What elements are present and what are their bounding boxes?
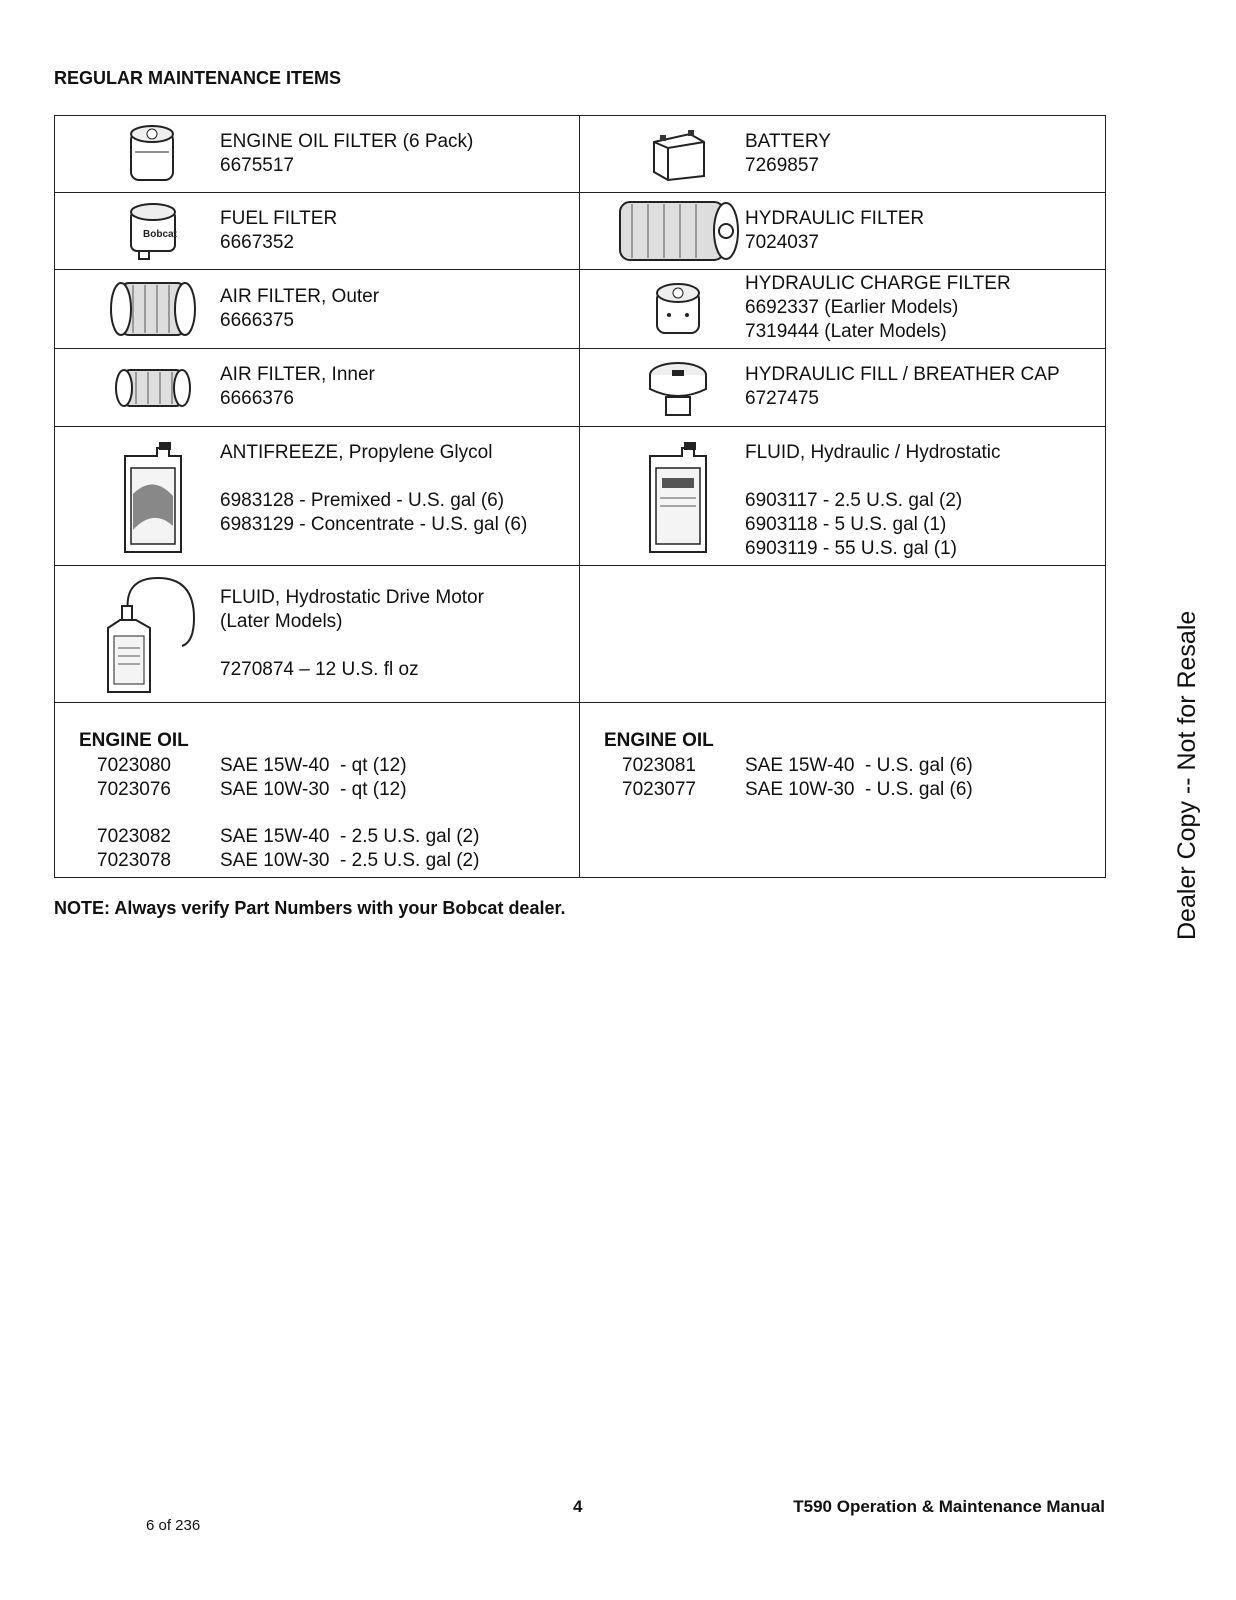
engine-oil-row [55, 703, 1106, 878]
note: NOTE: Always verify Part Numbers with your Bobcat dealer. [54, 898, 566, 918]
part-number [220, 634, 484, 658]
part-number: 7269857 [745, 155, 819, 176]
table-row [55, 566, 1106, 703]
table-row [55, 116, 1106, 193]
item-name: ANTIFREEZE, Propylene Glycol [220, 442, 493, 463]
part-number: 6667352 [220, 232, 294, 253]
part-number [745, 465, 1001, 489]
engine-oil-left [55, 703, 579, 877]
oil-description: SAE 15W-40 - U.S. gal (6) [745, 755, 973, 776]
part-number: 6675517 [220, 155, 294, 176]
charge-filter-icon [608, 270, 748, 348]
part-number: (Later Models) [220, 611, 343, 632]
table-row [55, 349, 1106, 427]
item-name: AIR FILTER, Outer [220, 286, 380, 307]
item-name: HYDRAULIC CHARGE FILTER [745, 273, 1011, 294]
engine-oil-right [580, 703, 1105, 877]
part-number: 6903118 - 5 U.S. gal (1) [745, 514, 947, 535]
maintenance-items-table [54, 115, 1106, 878]
part-number: 6983128 - Premixed - U.S. gal (6) [220, 490, 505, 511]
watermark: Dealer Copy -- Not for Resale [1173, 610, 1201, 940]
part-number [220, 465, 527, 489]
oil-description: SAE 15W-40 - 2.5 U.S. gal (2) [220, 826, 480, 847]
part-number: 7023076 [97, 779, 171, 800]
oil-filter-icon [83, 116, 223, 192]
part-number: 7270874 – 12 U.S. fl oz [220, 659, 419, 680]
item-name: ENGINE OIL FILTER (6 Pack) [220, 131, 474, 152]
part-number: 6983129 - Concentrate - U.S. gal (6) [220, 514, 528, 535]
part-number: 7023080 [97, 755, 171, 776]
item-name: AIR FILTER, Inner [220, 364, 375, 385]
table-row [55, 270, 1106, 349]
item-name: FUEL FILTER [220, 208, 338, 229]
part-number: 6692337 (Earlier Models) [745, 297, 959, 318]
item-name: FLUID, Hydraulic / Hydrostatic [745, 442, 1001, 463]
part-number: 6727475 [745, 388, 819, 409]
antifreeze-jug-icon [83, 427, 223, 565]
item-name: HYDRAULIC FILL / BREATHER CAP [745, 364, 1060, 385]
oil-description: SAE 15W-40 - qt (12) [220, 755, 407, 776]
part-number: 6903117 - 2.5 U.S. gal (2) [745, 490, 963, 511]
part-number: 7023082 [97, 826, 171, 847]
table-row [55, 427, 1106, 566]
item-name: BATTERY [745, 131, 831, 152]
part-number: 6666376 [220, 388, 294, 409]
page-number: 4 [573, 1497, 583, 1516]
part-number: 7319444 (Later Models) [745, 321, 947, 342]
oil-description: SAE 10W-30 - U.S. gal (6) [745, 779, 973, 800]
page-of-count: 6 of 236 [146, 1517, 201, 1534]
engine-oil-heading: ENGINE OIL [79, 730, 189, 751]
engine-oil-heading: ENGINE OIL [604, 730, 714, 751]
hydraulic-filter-icon [608, 193, 748, 269]
part-number: 7023077 [622, 779, 696, 800]
item-name: HYDRAULIC FILTER [745, 208, 925, 229]
air-filter-outer-icon [83, 270, 223, 348]
breather-cap-icon [608, 349, 748, 426]
svg-text:Bobcat: Bobcat [143, 229, 177, 240]
item-name: FLUID, Hydrostatic Drive Motor [220, 587, 484, 608]
page-heading: REGULAR MAINTENANCE ITEMS [54, 68, 341, 88]
oil-description: SAE 10W-30 - 2.5 U.S. gal (2) [220, 850, 480, 871]
part-number: 6666375 [220, 310, 294, 331]
manual-title: T590 Operation & Maintenance Manual [793, 1497, 1105, 1516]
empty-cell [580, 566, 1105, 702]
hydraulic-fluid-jug-icon [608, 427, 748, 565]
fuel-filter-icon [83, 193, 223, 269]
oil-description: SAE 10W-30 - qt (12) [220, 779, 407, 800]
drive-motor-fluid-bottle-icon [83, 566, 223, 702]
part-number: 7024037 [745, 232, 819, 253]
part-number: 7023081 [622, 755, 696, 776]
part-number: 7023078 [97, 850, 171, 871]
air-filter-inner-icon [83, 349, 223, 426]
battery-icon [608, 116, 748, 192]
part-number: 6903119 - 55 U.S. gal (1) [745, 538, 957, 559]
table-row [55, 193, 1106, 270]
